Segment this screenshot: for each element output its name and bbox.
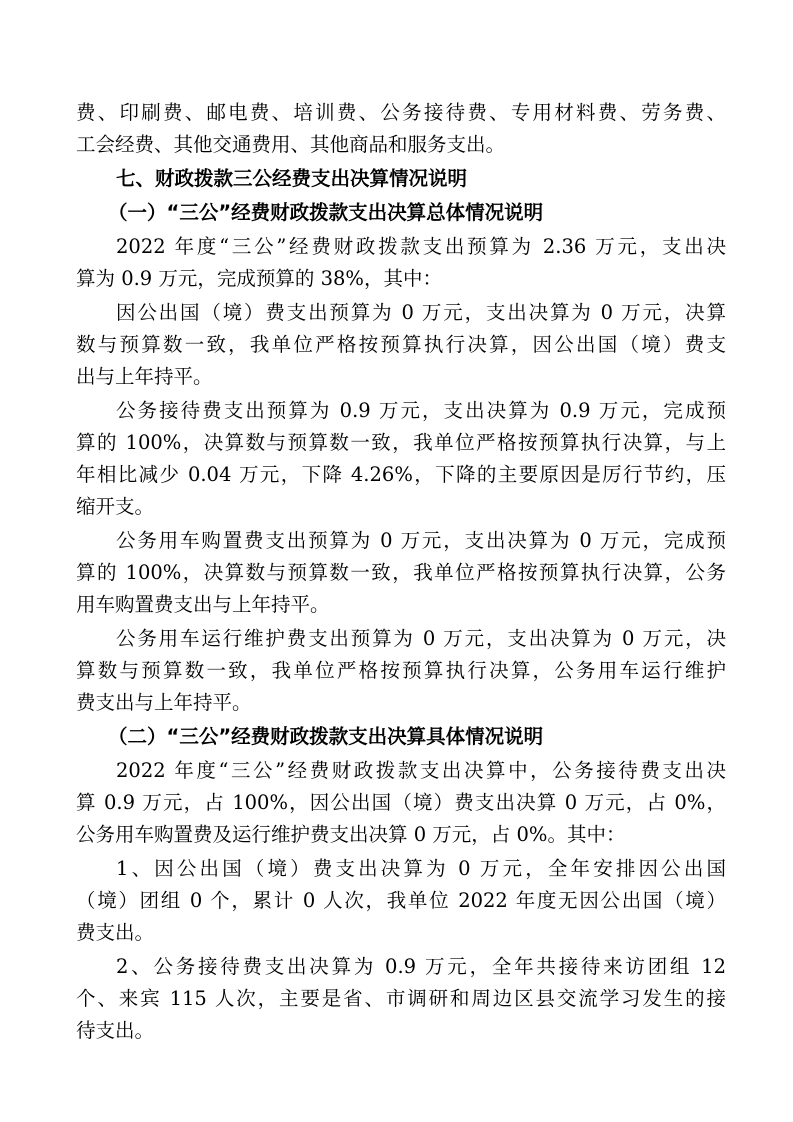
paragraph-line: 公务接待费支出预算为 0.9 万元，支出决算为 0.9 万元，完成预 (116, 399, 726, 422)
paragraph-line: 费支出。 (76, 921, 155, 944)
paragraph-line: 公务用车购置费及运行维护费支出决算 0 万元，占 0%。其中： (76, 823, 626, 846)
paragraph-line: 个、来宾 115 人次，主要是省、市调研和周边区县交流学习发生的接 (76, 987, 726, 1010)
section-heading: 七、财政拨款三公经费支出决算情况说明 (116, 167, 468, 190)
paragraph-line: 费支出与上年持平。 (76, 691, 252, 714)
paragraph-line: 算 0.9 万元，占 100%，因公出国（境）费支出决算 0 万元，占 0%， (76, 791, 726, 814)
paragraph-line: 出与上年持平。 (76, 365, 213, 388)
paragraph-line: 算的 100%，决算数与预算数一致，我单位严格按预算执行决算，公务 (76, 561, 726, 584)
paragraph-line: 数与预算数一致，我单位严格按预算执行决算，因公出国（境）费支 (76, 333, 726, 356)
paragraph-line: 2022 年度“三公”经费财政拨款支出预算为 2.36 万元，支出决 (116, 235, 726, 258)
paragraph-line: 算为 0.9 万元，完成预算的 38%，其中： (76, 267, 442, 290)
paragraph-line: 费、印刷费、邮电费、培训费、公务接待费、专用材料费、劳务费、 (76, 101, 726, 124)
paragraph-line: 算的 100%，决算数与预算数一致，我单位严格按预算执行决算，与上 (76, 431, 726, 454)
paragraph-line: 用车购置费支出与上年持平。 (76, 593, 330, 616)
paragraph-line: 因公出国（境）费支出预算为 0 万元，支出决算为 0 万元，决算 (116, 301, 726, 324)
paragraph-line: 缩开支。 (76, 495, 155, 518)
paragraph-line: 2022 年度“三公”经费财政拨款支出决算中，公务接待费支出决 (116, 759, 726, 782)
paragraph-line: （境）团组 0 个，累计 0 人次，我单位 2022 年度无因公出国（境） (76, 889, 726, 912)
paragraph-line: 2、公务接待费支出决算为 0.9 万元，全年共接待来访团组 12 (116, 955, 726, 978)
paragraph-line: 算数与预算数一致，我单位严格按预算执行决算，公务用车运行维护 (76, 659, 726, 682)
subsection-heading: （二）“三公”经费财政拨款支出决算具体情况说明 (108, 725, 544, 748)
paragraph-line: 公务用车运行维护费支出预算为 0 万元，支出决算为 0 万元，决 (116, 627, 726, 650)
paragraph-line: 工会经费、其他交通费用、其他商品和服务支出。 (76, 133, 506, 156)
paragraph-line: 待支出。 (76, 1019, 155, 1042)
subsection-heading: （一）“三公”经费财政拨款支出决算总体情况说明 (108, 201, 544, 224)
paragraph-line: 1、因公出国（境）费支出决算为 0 万元，全年安排因公出国 (116, 857, 726, 880)
paragraph-line: 公务用车购置费支出预算为 0 万元，支出决算为 0 万元，完成预 (116, 529, 726, 552)
paragraph-line: 年相比减少 0.04 万元，下降 4.26%，下降的主要原因是厉行节约，压 (76, 463, 726, 486)
